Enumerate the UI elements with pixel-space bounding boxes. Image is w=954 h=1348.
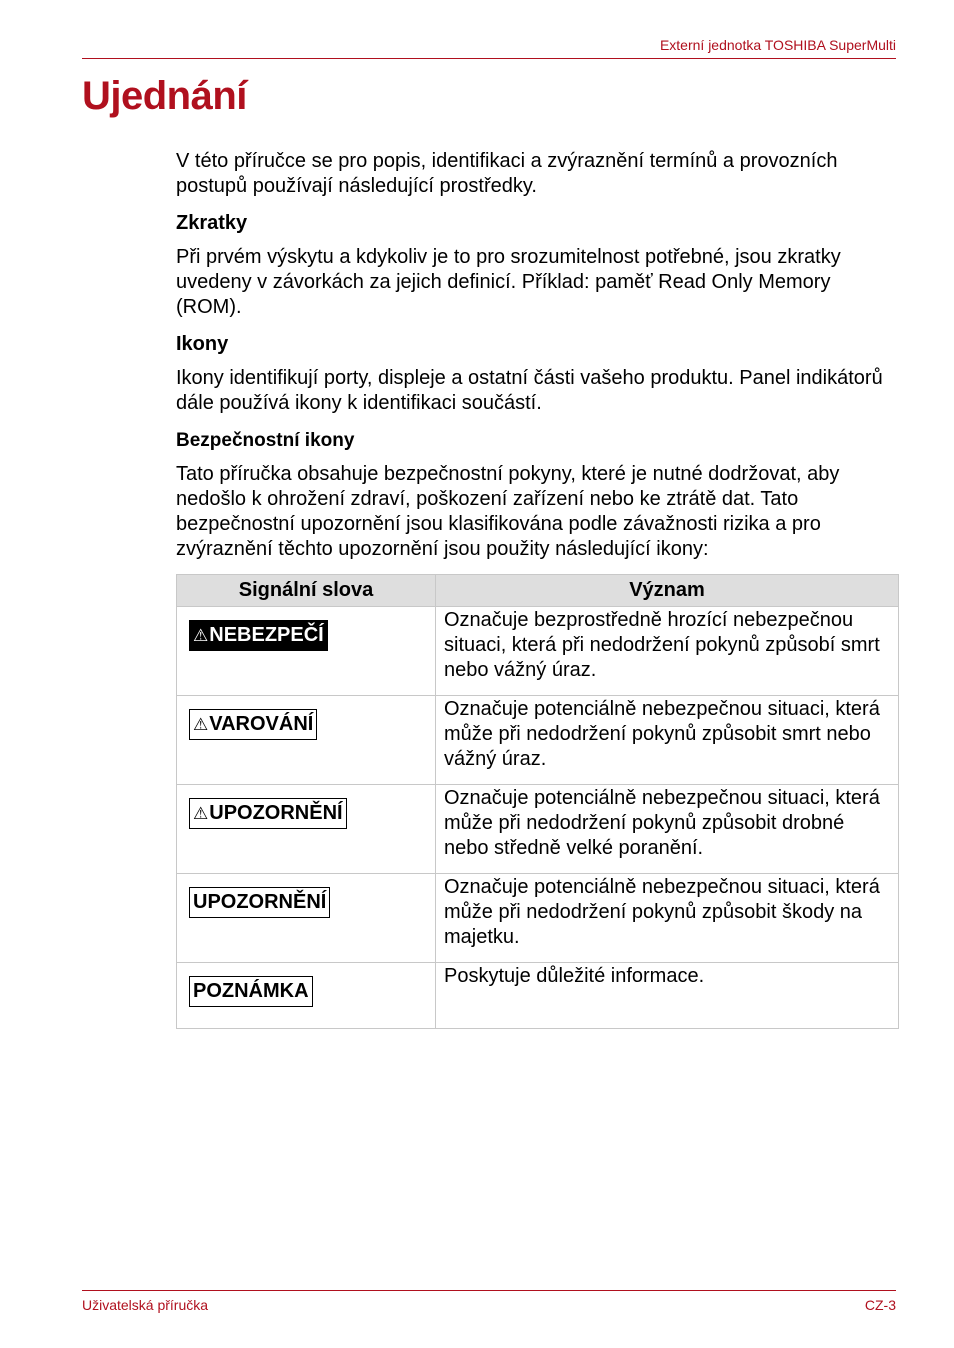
meaning-cell: Označuje potenciálně nebezpečnou situaci, která může při nedodržení pokynů způsobit škody na majetku. [436, 874, 899, 963]
table-row [177, 874, 899, 963]
icons-paragraph: Ikony identifikují porty, displeje a ostatní části vašeho produktu. Panel indikátorů dále používá ikony k identifikaci součástí. [176, 367, 883, 414]
warning-triangle-icon: ⚠ [193, 804, 209, 823]
intro-paragraph: V této příručce se pro popis, identifikaci a zvýraznění termínů a provozních postupů používají následující prostředky. [176, 150, 838, 197]
caution-label: UPOZORNĚNÍ [209, 802, 343, 824]
table-row [177, 785, 899, 874]
table-row [177, 607, 899, 696]
icons-heading: Ikony [176, 333, 229, 355]
note-badge [189, 976, 313, 1007]
column-header-signal-words: Signální slova [177, 575, 436, 607]
signal-cell [177, 785, 436, 874]
page-number: CZ-3 [864, 1297, 896, 1313]
warning-label: VAROVÁNÍ [209, 713, 314, 735]
page-title: Ujednání [82, 74, 247, 118]
meaning-cell: Označuje bezprostředně hrozící nebezpečnou situaci, která při nedodržení pokynů způsobí smrt nebo vážný úraz. [436, 607, 899, 696]
safety-icons-paragraph: Tato příručka obsahuje bezpečnostní pokyny, které je nutné dodržovat, aby nedošlo k ohrožení zdraví, poškození zařízení nebo ke ztrátě dat. Tato bezpečnostní upozornění jsou klasifikována podle závažnosti rizika a pro zvýraznění těchto upozornění jsou použity následující ikony: [176, 463, 840, 560]
warning-badge [189, 709, 317, 740]
property-caution-label: UPOZORNĚNÍ [193, 891, 327, 913]
abbreviations-heading: Zkratky [176, 212, 248, 234]
table-row [177, 696, 899, 785]
table-header-row [177, 575, 899, 607]
footer-rule [82, 1290, 896, 1291]
danger-label: NEBEZPEČÍ [209, 624, 324, 646]
running-header: Externí jednotka TOSHIBA SuperMulti [659, 37, 896, 53]
meaning-cell: Poskytuje důležité informace. [436, 963, 899, 1029]
safety-icons-heading: Bezpečnostní ikony [176, 430, 355, 451]
signal-words-table [176, 574, 899, 1029]
warning-triangle-icon: ⚠ [193, 715, 209, 734]
abbreviations-paragraph: Při prvém výskytu a kdykoliv je to pro srozumitelnost potřebné, jsou zkratky uvedeny v závorkách za jejich definicí. Příklad: paměť Read Only Memory (ROM). [176, 246, 841, 318]
table-row [177, 963, 899, 1029]
signal-cell [177, 874, 436, 963]
column-header-meaning: Význam [436, 575, 899, 607]
danger-badge [189, 620, 328, 651]
header-rule [82, 58, 896, 59]
warning-triangle-icon: ⚠ [193, 626, 209, 645]
signal-cell [177, 963, 436, 1029]
footer-manual-title: Uživatelská příručka [82, 1297, 209, 1313]
note-label: POZNÁMKA [193, 980, 309, 1002]
meaning-cell: Označuje potenciálně nebezpečnou situaci, která může při nedodržení pokynů způsobit smrt nebo vážný úraz. [436, 696, 899, 785]
caution-badge [189, 798, 347, 829]
property-caution-badge [189, 887, 330, 918]
signal-cell [177, 696, 436, 785]
meaning-cell: Označuje potenciálně nebezpečnou situaci, která může při nedodržení pokynů způsobit drobné nebo středně velké poranění. [436, 785, 899, 874]
signal-cell [177, 607, 436, 696]
main-content [176, 149, 898, 1029]
